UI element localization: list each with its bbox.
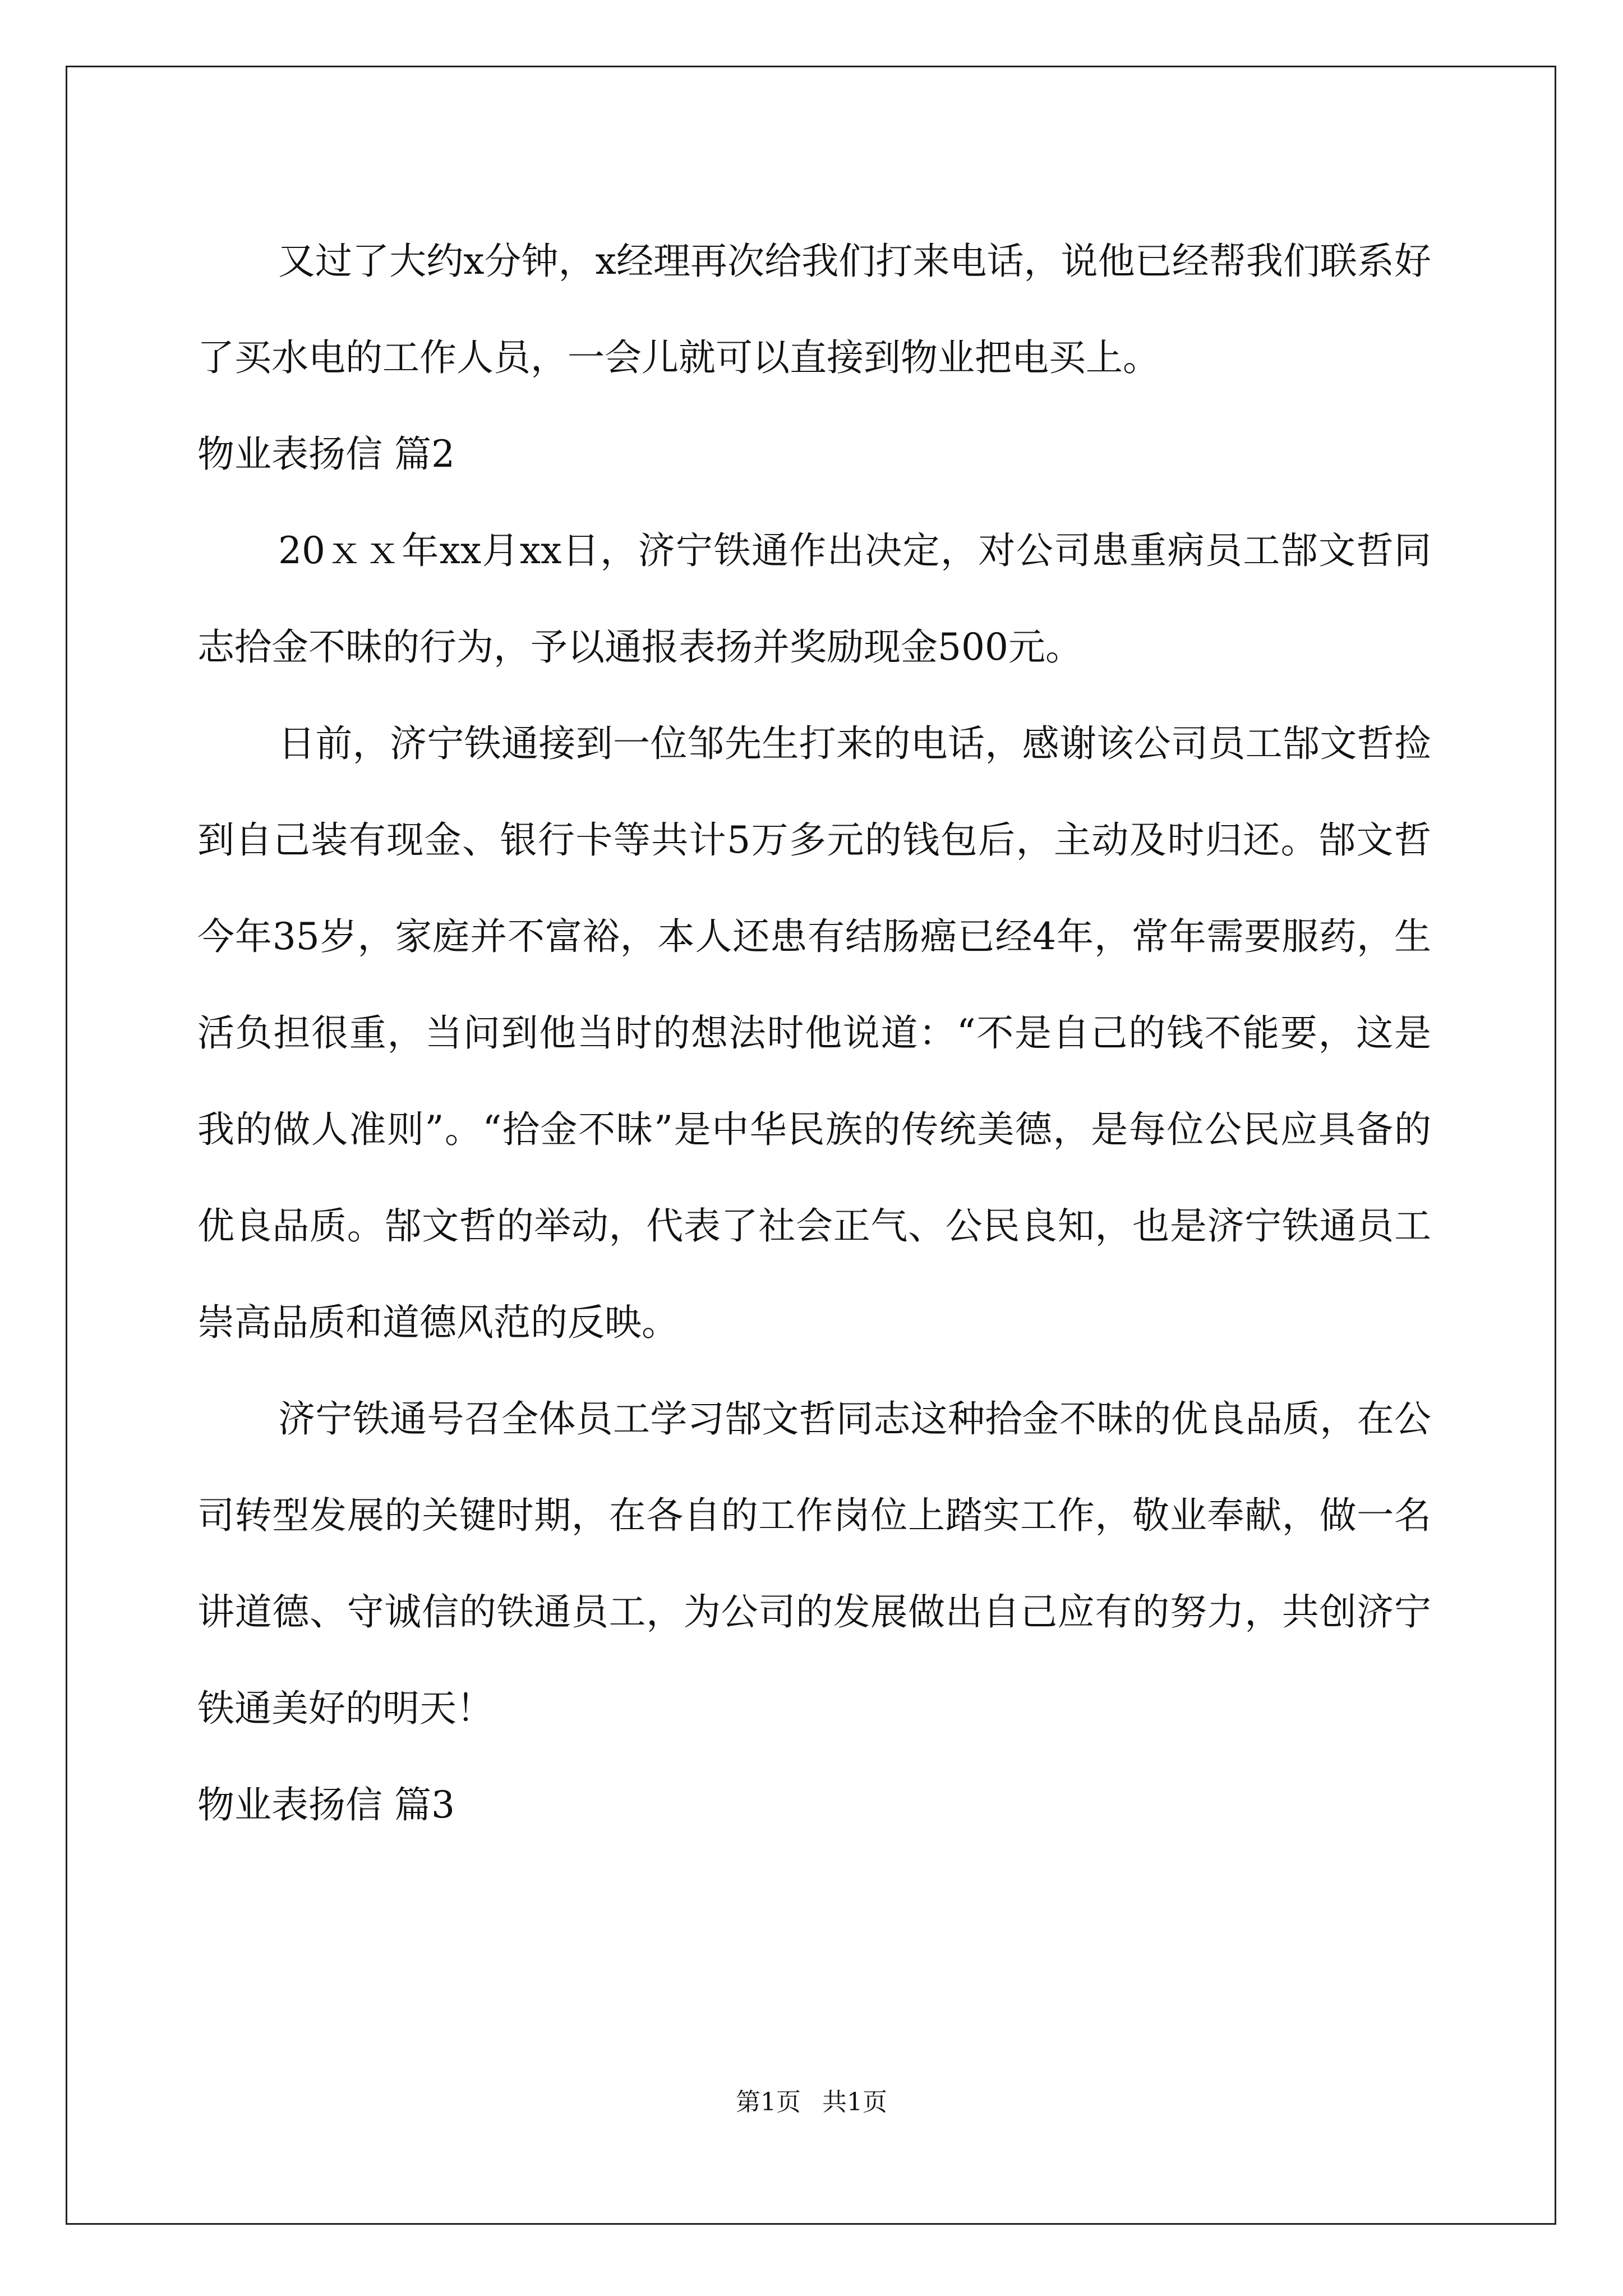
paragraph-3: 日前，济宁铁通接到一位邹先生打来的电话，感谢该公司员工郜文哲捡到自己装有现金、银行卡等共计5万多元的钱包后，主动及时归还。郜文哲今年35岁，家庭并不富裕，本人还患有结肠癌已经4年，常年需要服药，生活负担很重，当问到他当时的想法时他说道：“不是自己的钱不能要，这是我的做人准则”。“拾金不昧”是中华民族的传统美德，是每位公民应具备的优良品质。郜文哲的举动，代表了社会正气、公民良知，也是济宁铁通员工崇高品质和道德风范的反映。: [197, 722, 1431, 1344]
page-footer: [0, 2086, 1623, 2119]
section-heading-2: 物业表扬信 篇2: [197, 432, 455, 476]
document-body: [197, 213, 1431, 1853]
page-total: 共1页: [822, 2088, 887, 2116]
section-heading-3: 物业表扬信 篇3: [197, 1783, 455, 1826]
paragraph-2: 20ｘｘ年xx月xx日，济宁铁通作出决定，对公司患重病员工郜文哲同志拾金不昧的行为，予以通报表扬并奖励现金500元。: [197, 529, 1431, 669]
paragraph-4: 济宁铁通号召全体员工学习郜文哲同志这种拾金不昧的优良品质，在公司转型发展的关键时期，在各自的工作岗位上踏实工作，敬业奉献，做一名讲道德、守诚信的铁通员工，为公司的发展做出自己应有的努力，共创济宁铁通美好的明天！: [197, 1397, 1431, 1730]
paragraph-1: 又过了大约x分钟，x经理再次给我们打来电话，说他已经帮我们联系好了买水电的工作人员，一会儿就可以直接到物业把电买上。: [197, 240, 1431, 379]
page-number: 第1页: [736, 2088, 801, 2116]
